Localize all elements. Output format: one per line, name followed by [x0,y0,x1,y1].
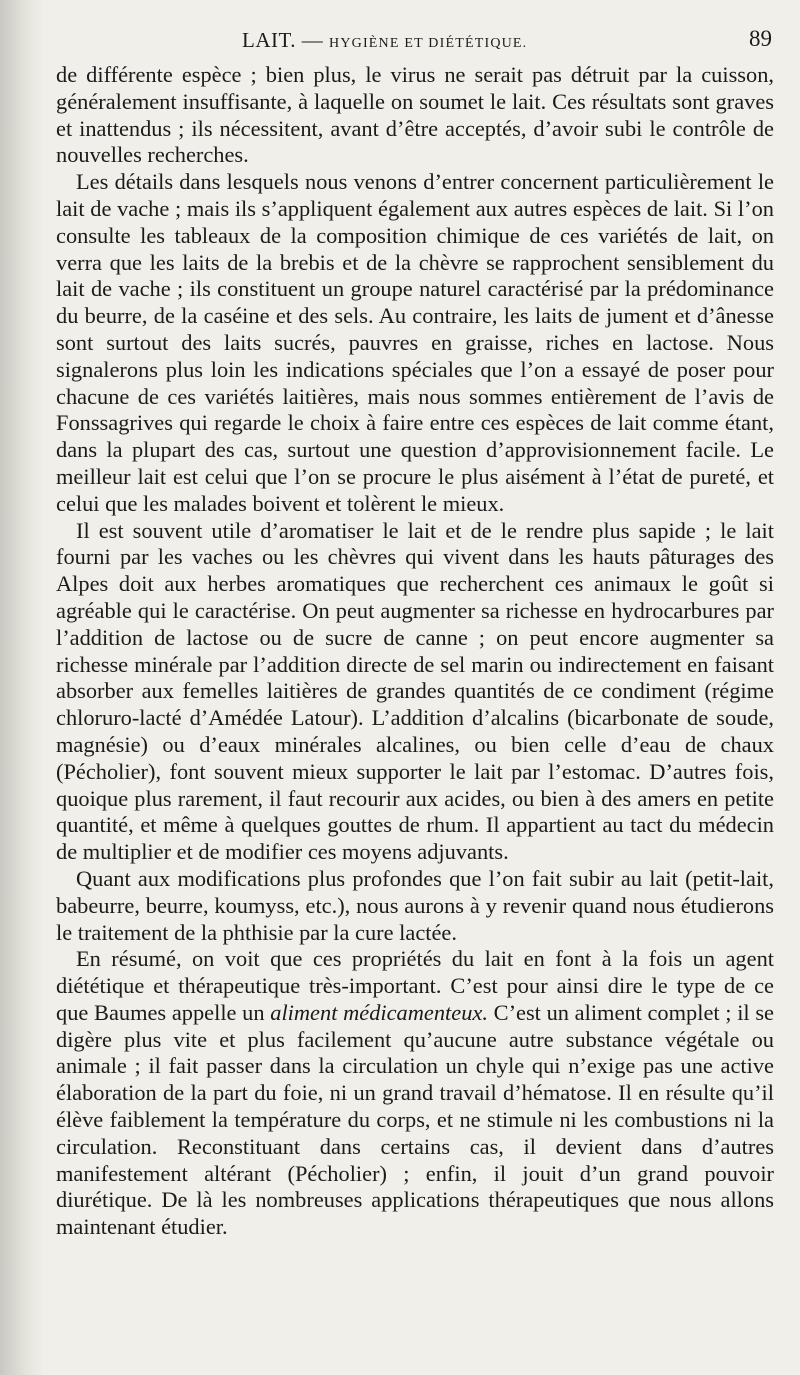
running-head-title: LAIT. [242,28,297,52]
paragraph-modifications: Quant aux modifications plus profondes que l’on fait subir au lait (petit-lait, babeurre, beurre, koumyss, etc.), nous aurons à y revenir quand nous étudierons le traitement de la phthisie par la cure lactée. [56,865,774,945]
resume-text-before: En résumé, on voit que ces propriétés du lait en font à la fois un agent diététique et thérapeutique très-important. C’est pour ainsi dire le type de ce que Baumes appelle un [56,946,774,1025]
running-head-separator: — [301,28,324,52]
paragraph-lait-especes: Les détails dans lesquels nous venons d’entrer concernent particulièrement le lait de vache ; mais ils s’appliquent également aux autres espèces de lait. Si l’on consulte les tableaux de la composition chimique de ces variétés de lait, on verra que les laits de la brebis et de la chèvre se rapprochent sensiblement du lait de vache ; ils constituent un groupe naturel caractérisé par la prédominance du beurre, de la caséine et des sels. Au contraire, les laits de jument et d’ânesse sont surtout des laits sucrés, pauvres en graisse, riches en lactose. Nous signalerons plus loin les indications spéciales que l’on a essayé de poser pour chacune de ces variétés laitières, mais nous sommes entièrement de l’avis de Fonssagrives qui regarde le choix à faire entre ces espèces de lait comme étant, dans la plupart des cas, surtout une question d’approvisionnement facile. Le meilleur lait est celui que l’on se procure le plus aisément à l’état de pureté, et celui que les malades boivent et tolèrent le mieux. [56,169,774,516]
page-number: 89 [749,26,772,51]
page-gutter-shadow [0,0,44,1375]
running-head-subtitle: HYGIÈNE ET DIÉTÉTIQUE. [329,36,528,51]
running-head-text [242,28,527,53]
paragraph-resume [56,946,774,1241]
resume-emphasis: aliment médicamenteux. [270,999,488,1025]
paragraph-continuation: de différente espèce ; bien plus, le virus ne serait pas détruit par la cuisson, généralement insuffisante, à laquelle on soumet le lait. Ces résultats sont graves et inattendus ; ils nécessitent, avant d’être acceptés, d’avoir subi le contrôle de nouvelles recherches. [56,62,774,168]
paragraph-aromatiser: Il est souvent utile d’aromatiser le lait et de le rendre plus sapide ; le lait fourni par les vaches ou les chèvres qui vivent dans les hauts pâturages des Alpes doit aux herbes aromatiques que recherchent ces animaux le goût si agréable qui le caractérise. On peut augmenter sa richesse en hydrocarbures par l’addition de lactose ou de sucre de canne ; on peut encore augmenter sa richesse minérale par l’addition directe de sel marin ou indirectement en faisant absorber aux femelles laitières de grandes quantités de ce condiment (régime chloruro-lacté d’Amédée Latour). L’addition d’alcalins (bicarbonate de soude, magnésie) ou d’eaux minérales alcalines, ou bien celle d’eau de chaux (Pécholier), font souvent mieux supporter le lait par l’estomac. D’autres fois, quoique plus rarement, il faut recourir aux acides, ou bien à des amers en petite quantité, et même à quelques gouttes de rhum. Il appartient au tact du médecin de multiplier et de modifier ces moyens adjuvants. [56,517,774,865]
running-head [56,26,774,60]
resume-text-after: C’est un aliment complet ; il se digère plus vite et plus facilement qu’aucune autre substance végétale ou animale ; il fait passer dans la circulation un chyle qui n’exige pas une active élaboration de la part du foie, ni un grand travail d’hématose. Il en résulte qu’il élève faiblement la température du corps, et ne stimule ni les combustions ni la circulation. Reconstituant dans certains cas, il devient dans d’autres manifestement altérant (Pécholier) ; enfin, il jouit d’un grand pouvoir diurétique. De là les nombreuses applications thérapeutiques que nous allons maintenant étudier. [56,999,774,1240]
